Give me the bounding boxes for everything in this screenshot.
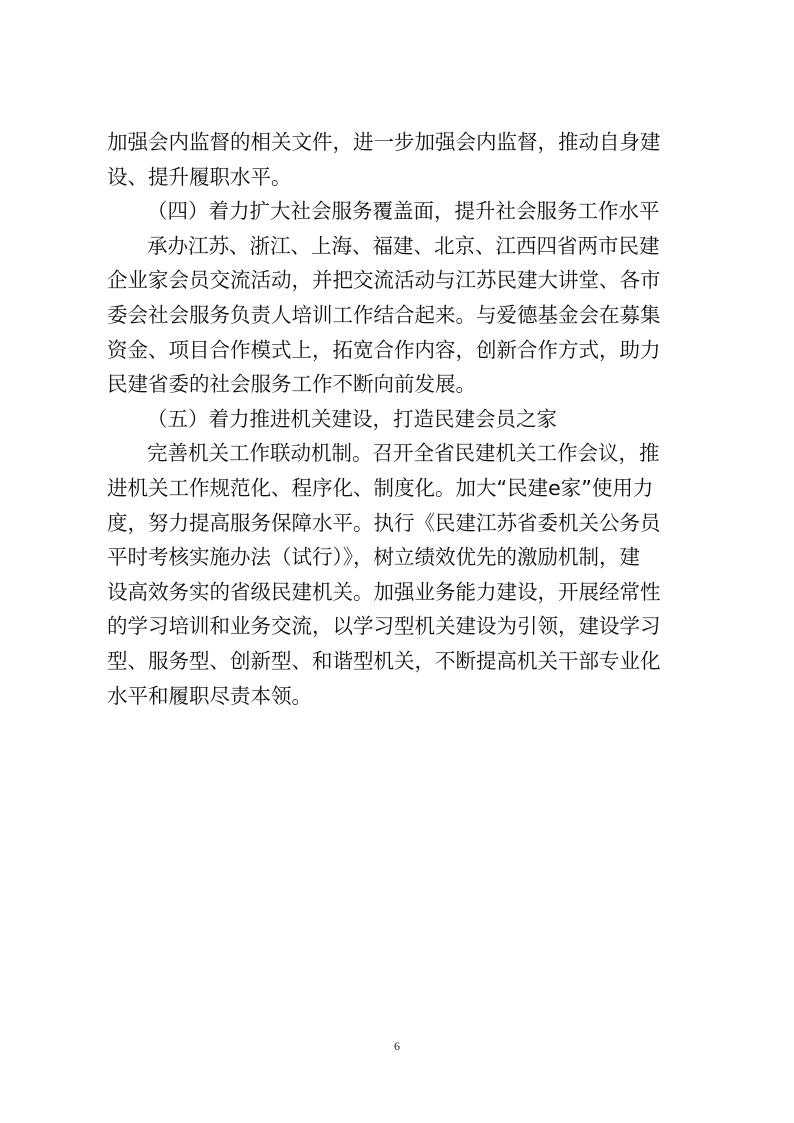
paragraph-line: 承办江苏、浙江、上海、福建、北京、江西四省两市民建 [147,233,660,258]
paragraph-line: 设高效务实的省级民建机关。加强业务能力建设，开展经常性 [107,579,661,604]
body-text [107,125,692,713]
page-number: 6 [394,1039,400,1053]
section-heading-4: （四）着力扩大社会服务覆盖面，提升社会服务工作水平 [147,199,660,224]
paragraph-line: 进机关工作规范化、程序化、制度化。加大“民建e家”使用力 [107,475,654,500]
paragraph-line: 加强会内监督的相关文件，进一步加强会内监督，推动自身建 [107,130,661,154]
paragraph-line: 民建省委的社会服务工作不断向前发展。 [107,372,476,397]
section-heading-5: （五）着力推进机关建设，打造民建会员之家 [147,406,557,431]
paragraph-line: 完善机关工作联动机制。召开全省民建机关工作会议，推 [147,441,660,466]
paragraph-line: 委会社会服务负责人培训工作结合起来。与爱德基金会在募集 [107,302,661,327]
paragraph-line: 型、服务型、创新型、和谐型机关，不断提高机关干部专业化 [107,648,661,673]
paragraph-line: 平时考核实施办法（试行）》，树立绩效优先的激励机制，建 [107,545,640,570]
paragraph-line: 水平和履职尽责本领。 [107,683,312,708]
paragraph-line: 企业家会员交流活动，并把交流活动与江苏民建大讲堂、各市 [107,268,661,293]
paragraph-line: 设、提升履职水平。 [107,164,292,189]
paragraph-line: 度，努力提高服务保障水平。执行《民建江苏省委机关公务员 [107,510,661,535]
paragraph-line: 资金、项目合作模式上，拓宽合作内容，创新合作方式，助力 [107,337,661,362]
paragraph-line: 的学习培训和业务交流，以学习型机关建设为引领，建设学习 [107,614,661,639]
